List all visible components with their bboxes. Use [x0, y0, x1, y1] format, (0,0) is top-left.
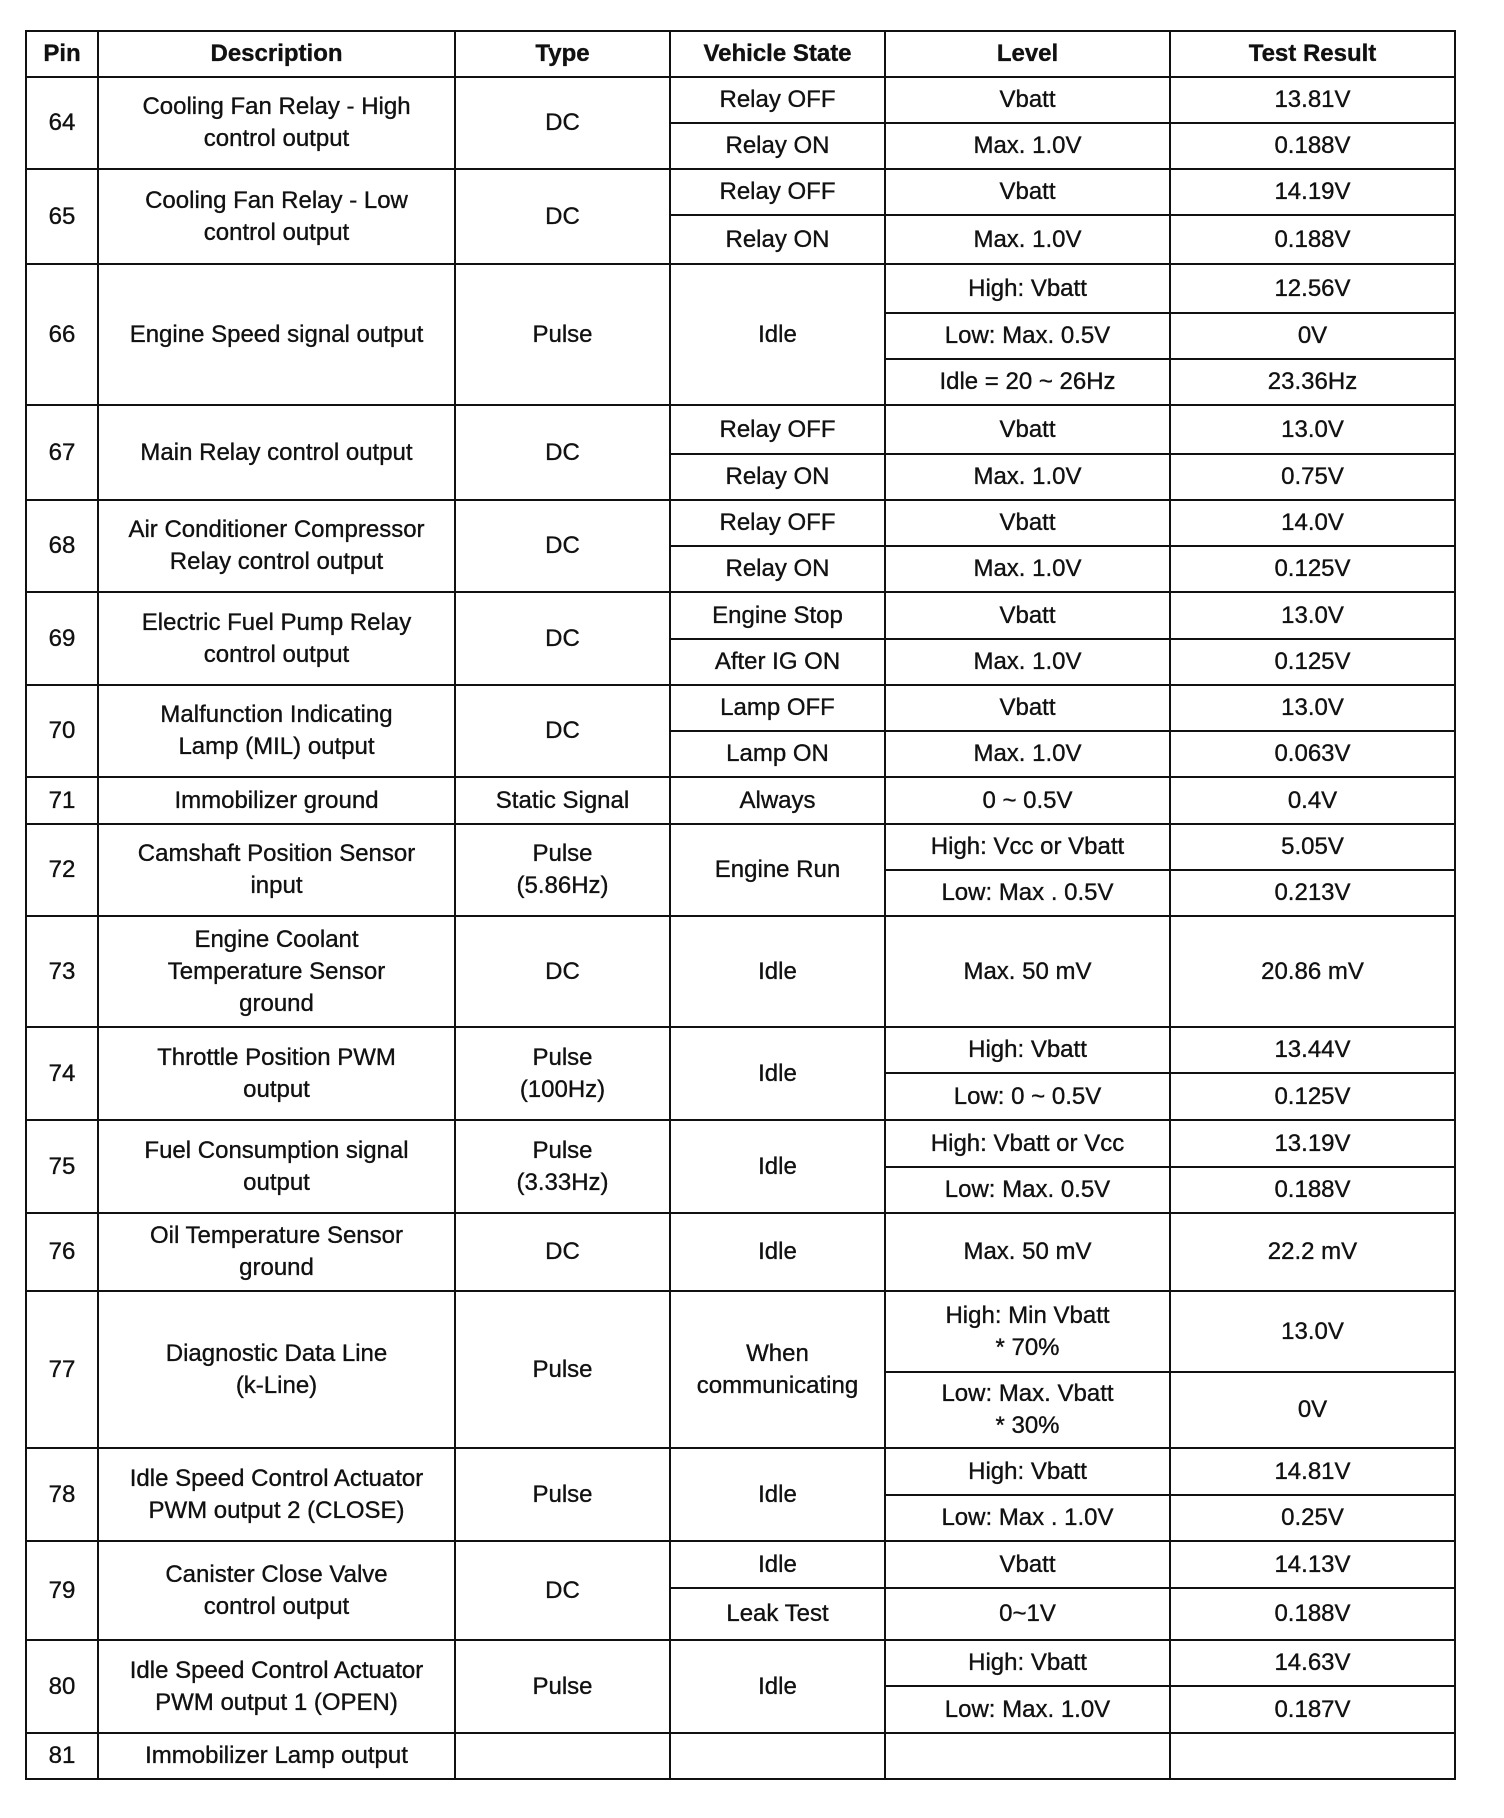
- test-result: 20.86 mV: [1170, 916, 1455, 1027]
- table-row: [26, 777, 1455, 824]
- table-row: [26, 264, 1455, 313]
- vehicle-state: Engine Run: [670, 824, 885, 916]
- header-description: Description: [98, 31, 455, 77]
- vehicle-state: Relay ON: [670, 123, 885, 169]
- level: Low: Max. 1.0V: [885, 1686, 1170, 1733]
- level: Low: Max. Vbatt * 30%: [885, 1372, 1170, 1448]
- test-result: 13.0V: [1170, 1291, 1455, 1372]
- table-row: [26, 1291, 1455, 1372]
- test-result: 0V: [1170, 1372, 1455, 1448]
- level: High: Min Vbatt * 70%: [885, 1291, 1170, 1372]
- test-result: 0.75V: [1170, 454, 1455, 500]
- level: Max. 1.0V: [885, 215, 1170, 264]
- test-result: 13.44V: [1170, 1027, 1455, 1073]
- test-result: 13.19V: [1170, 1120, 1455, 1167]
- level: Vbatt: [885, 1541, 1170, 1588]
- test-result: 13.0V: [1170, 405, 1455, 454]
- level: Vbatt: [885, 169, 1170, 215]
- level: Vbatt: [885, 592, 1170, 639]
- level: High: Vbatt: [885, 264, 1170, 313]
- level: 0~1V: [885, 1588, 1170, 1640]
- pin-description: Idle Speed Control Actuator PWM output 2 (CLOSE): [98, 1448, 455, 1541]
- signal-type: Static Signal: [455, 777, 670, 824]
- pin-number: 66: [26, 264, 98, 405]
- table-row: [26, 1027, 1455, 1073]
- test-result: 14.19V: [1170, 169, 1455, 215]
- table-row: [26, 1213, 1455, 1291]
- pin-number: 69: [26, 592, 98, 685]
- pin-description: Immobilizer ground: [98, 777, 455, 824]
- test-result: 0.187V: [1170, 1686, 1455, 1733]
- vehicle-state: Idle: [670, 1448, 885, 1541]
- pin-number: 65: [26, 169, 98, 264]
- vehicle-state: Idle: [670, 1640, 885, 1733]
- vehicle-state: Relay OFF: [670, 169, 885, 215]
- pin-description: Malfunction Indicating Lamp (MIL) output: [98, 685, 455, 777]
- test-result: 0.063V: [1170, 731, 1455, 777]
- test-result: 0.188V: [1170, 215, 1455, 264]
- table-row: [26, 405, 1455, 454]
- level: Vbatt: [885, 77, 1170, 123]
- test-result: 0.4V: [1170, 777, 1455, 824]
- level: Max. 1.0V: [885, 454, 1170, 500]
- level: Vbatt: [885, 500, 1170, 546]
- level: Max. 50 mV: [885, 916, 1170, 1027]
- level: Idle = 20 ~ 26Hz: [885, 359, 1170, 405]
- table-row: [26, 1733, 1455, 1779]
- test-result: 0.125V: [1170, 1073, 1455, 1120]
- level: Low: Max. 0.5V: [885, 1167, 1170, 1213]
- level: Low: Max . 1.0V: [885, 1495, 1170, 1541]
- pin-description: Oil Temperature Sensor ground: [98, 1213, 455, 1291]
- vehicle-state: Idle: [670, 1213, 885, 1291]
- level: High: Vbatt: [885, 1640, 1170, 1686]
- level: High: Vbatt or Vcc: [885, 1120, 1170, 1167]
- level: Max. 1.0V: [885, 639, 1170, 685]
- signal-type: DC: [455, 500, 670, 592]
- test-result: 0V: [1170, 313, 1455, 359]
- pin-description: Idle Speed Control Actuator PWM output 1 (OPEN): [98, 1640, 455, 1733]
- test-result: 0.125V: [1170, 546, 1455, 592]
- table-row: [26, 824, 1455, 870]
- header-type: Type: [455, 31, 670, 77]
- pin-description: Cooling Fan Relay - Low control output: [98, 169, 455, 264]
- test-result: 0.213V: [1170, 870, 1455, 916]
- signal-type: Pulse (100Hz): [455, 1027, 670, 1120]
- pin-description: Diagnostic Data Line (k-Line): [98, 1291, 455, 1448]
- level: Max. 1.0V: [885, 123, 1170, 169]
- level: [885, 1733, 1170, 1779]
- level: Vbatt: [885, 405, 1170, 454]
- pin-description: Canister Close Valve control output: [98, 1541, 455, 1640]
- table-row: [26, 685, 1455, 731]
- header-test-result: Test Result: [1170, 31, 1455, 77]
- signal-type: DC: [455, 1213, 670, 1291]
- level: High: Vbatt: [885, 1027, 1170, 1073]
- vehicle-state: Relay ON: [670, 546, 885, 592]
- vehicle-state: Leak Test: [670, 1588, 885, 1640]
- test-result: 13.0V: [1170, 685, 1455, 731]
- vehicle-state: Idle: [670, 264, 885, 405]
- pin-description: Fuel Consumption signal output: [98, 1120, 455, 1213]
- vehicle-state: [670, 1733, 885, 1779]
- test-result: 0.25V: [1170, 1495, 1455, 1541]
- level: High: Vbatt: [885, 1448, 1170, 1495]
- table-row: [26, 500, 1455, 546]
- vehicle-state: Idle: [670, 1027, 885, 1120]
- pin-number: 77: [26, 1291, 98, 1448]
- table-row: [26, 77, 1455, 123]
- pin-number: 80: [26, 1640, 98, 1733]
- pin-description: Electric Fuel Pump Relay control output: [98, 592, 455, 685]
- level: Vbatt: [885, 685, 1170, 731]
- vehicle-state: Relay ON: [670, 215, 885, 264]
- vehicle-state: Lamp OFF: [670, 685, 885, 731]
- table-row: [26, 169, 1455, 215]
- pin-number: 67: [26, 405, 98, 500]
- vehicle-state: Relay OFF: [670, 405, 885, 454]
- pin-description: Camshaft Position Sensor input: [98, 824, 455, 916]
- pin-number: 75: [26, 1120, 98, 1213]
- vehicle-state: After IG ON: [670, 639, 885, 685]
- test-result: 5.05V: [1170, 824, 1455, 870]
- test-result: 14.81V: [1170, 1448, 1455, 1495]
- table-row: [26, 1120, 1455, 1167]
- level: High: Vcc or Vbatt: [885, 824, 1170, 870]
- test-result: 12.56V: [1170, 264, 1455, 313]
- test-result: 23.36Hz: [1170, 359, 1455, 405]
- vehicle-state: Idle: [670, 1120, 885, 1213]
- pin-description: Throttle Position PWM output: [98, 1027, 455, 1120]
- level: Max. 50 mV: [885, 1213, 1170, 1291]
- vehicle-state: Idle: [670, 1541, 885, 1588]
- header-vehicle-state: Vehicle State: [670, 31, 885, 77]
- test-result: 14.13V: [1170, 1541, 1455, 1588]
- vehicle-state: Relay OFF: [670, 500, 885, 546]
- pin-description: Immobilizer Lamp output: [98, 1733, 455, 1779]
- pin-description: Air Conditioner Compressor Relay control output: [98, 500, 455, 592]
- pin-number: 81: [26, 1733, 98, 1779]
- pin-number: 71: [26, 777, 98, 824]
- signal-type: DC: [455, 685, 670, 777]
- signal-type: Pulse: [455, 1448, 670, 1541]
- vehicle-state: Always: [670, 777, 885, 824]
- level: Low: Max . 0.5V: [885, 870, 1170, 916]
- level: Max. 1.0V: [885, 546, 1170, 592]
- level: Low: 0 ~ 0.5V: [885, 1073, 1170, 1120]
- level: Max. 1.0V: [885, 731, 1170, 777]
- test-result: [1170, 1733, 1455, 1779]
- vehicle-state: Relay OFF: [670, 77, 885, 123]
- signal-type: Pulse (5.86Hz): [455, 824, 670, 916]
- vehicle-state: Lamp ON: [670, 731, 885, 777]
- signal-type: DC: [455, 405, 670, 500]
- vehicle-state: Idle: [670, 916, 885, 1027]
- header-row: [26, 31, 1455, 77]
- pin-number: 78: [26, 1448, 98, 1541]
- pin-number: 79: [26, 1541, 98, 1640]
- signal-type: Pulse (3.33Hz): [455, 1120, 670, 1213]
- pin-description: Engine Coolant Temperature Sensor ground: [98, 916, 455, 1027]
- test-result: 14.0V: [1170, 500, 1455, 546]
- table-row: [26, 1541, 1455, 1588]
- pin-description: Main Relay control output: [98, 405, 455, 500]
- test-result: 22.2 mV: [1170, 1213, 1455, 1291]
- table-row: [26, 592, 1455, 639]
- pin-number: 68: [26, 500, 98, 592]
- test-result: 0.125V: [1170, 639, 1455, 685]
- signal-type: DC: [455, 916, 670, 1027]
- test-result: 0.188V: [1170, 1167, 1455, 1213]
- table-row: [26, 916, 1455, 1027]
- vehicle-state: Engine Stop: [670, 592, 885, 639]
- pin-test-table: [25, 30, 1456, 1780]
- table-row: [26, 1640, 1455, 1686]
- pin-description: Engine Speed signal output: [98, 264, 455, 405]
- pin-description: Cooling Fan Relay - High control output: [98, 77, 455, 169]
- signal-type: DC: [455, 169, 670, 264]
- pin-number: 72: [26, 824, 98, 916]
- pin-number: 70: [26, 685, 98, 777]
- signal-type: Pulse: [455, 264, 670, 405]
- header-pin: Pin: [26, 31, 98, 77]
- signal-type: [455, 1733, 670, 1779]
- level: 0 ~ 0.5V: [885, 777, 1170, 824]
- pin-number: 74: [26, 1027, 98, 1120]
- signal-type: Pulse: [455, 1291, 670, 1448]
- table-row: [26, 1448, 1455, 1495]
- pin-number: 76: [26, 1213, 98, 1291]
- vehicle-state: When communicating: [670, 1291, 885, 1448]
- test-result: 14.63V: [1170, 1640, 1455, 1686]
- signal-type: DC: [455, 77, 670, 169]
- pin-number: 73: [26, 916, 98, 1027]
- signal-type: DC: [455, 592, 670, 685]
- test-result: 0.188V: [1170, 1588, 1455, 1640]
- test-result: 13.0V: [1170, 592, 1455, 639]
- pin-number: 64: [26, 77, 98, 169]
- vehicle-state: Relay ON: [670, 454, 885, 500]
- test-result: 13.81V: [1170, 77, 1455, 123]
- signal-type: Pulse: [455, 1640, 670, 1733]
- level: Low: Max. 0.5V: [885, 313, 1170, 359]
- test-result: 0.188V: [1170, 123, 1455, 169]
- signal-type: DC: [455, 1541, 670, 1640]
- header-level: Level: [885, 31, 1170, 77]
